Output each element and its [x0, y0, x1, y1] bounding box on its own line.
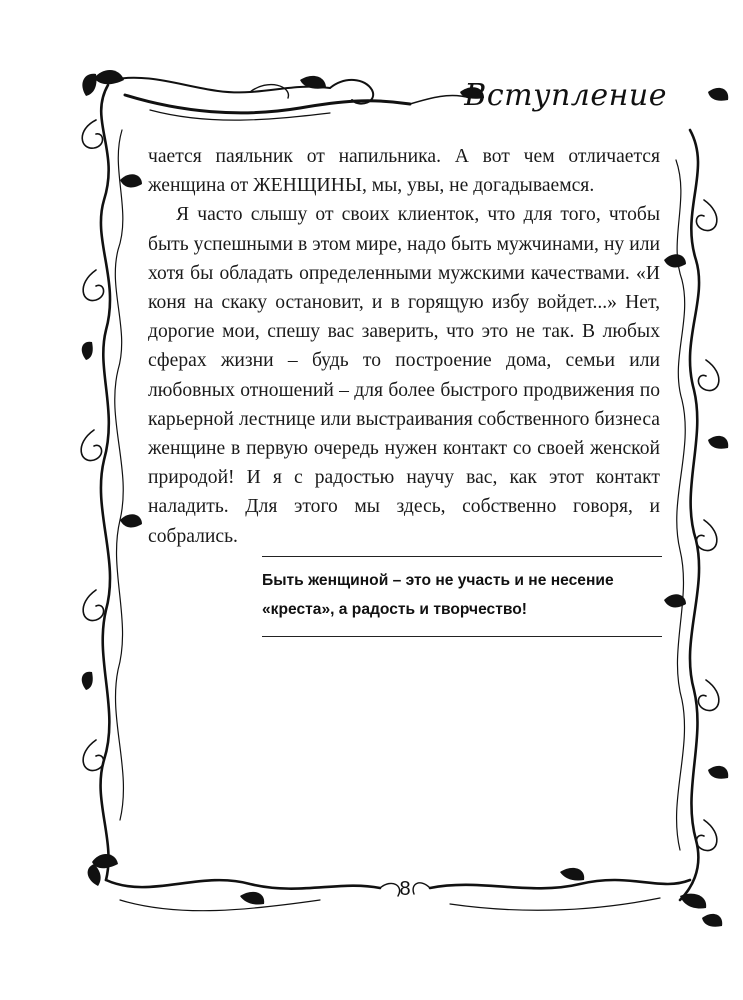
- pull-quote: Быть женщиной – это не участь и не несение «креста», а радость и творчество!: [262, 556, 662, 637]
- body-text: [148, 142, 660, 551]
- paragraph: чается паяльник от напильника. А вот чем отличается женщина от ЖЕНЩИНЫ, мы, увы, не догадываемся.: [148, 146, 660, 197]
- page-number: 8: [399, 878, 411, 900]
- chapter-title: Вступление: [464, 78, 667, 113]
- paragraph: Я часто слышу от своих клиенток, что для того, чтобы быть успешными в этом мире, надо быть мужчинами, ну или хотя бы обладать определенными мужскими качествами. «И коня на скаку остановит, и в горящую избу войдет...» Нет, дорогие мои, спешу вас заверить, что это не так. В любых сферах жизни – будь то построение дома, семьи или любовных отношений – для более быстрого продвижения по карьерной лестнице или выстраивания собственного бизнеса женщине в первую очередь нужен контакт со своей женской природой! И я с радостью научу вас, как этот контакт наладить. Для этого мы здесь, собственно говоря, и собрались.: [148, 204, 660, 547]
